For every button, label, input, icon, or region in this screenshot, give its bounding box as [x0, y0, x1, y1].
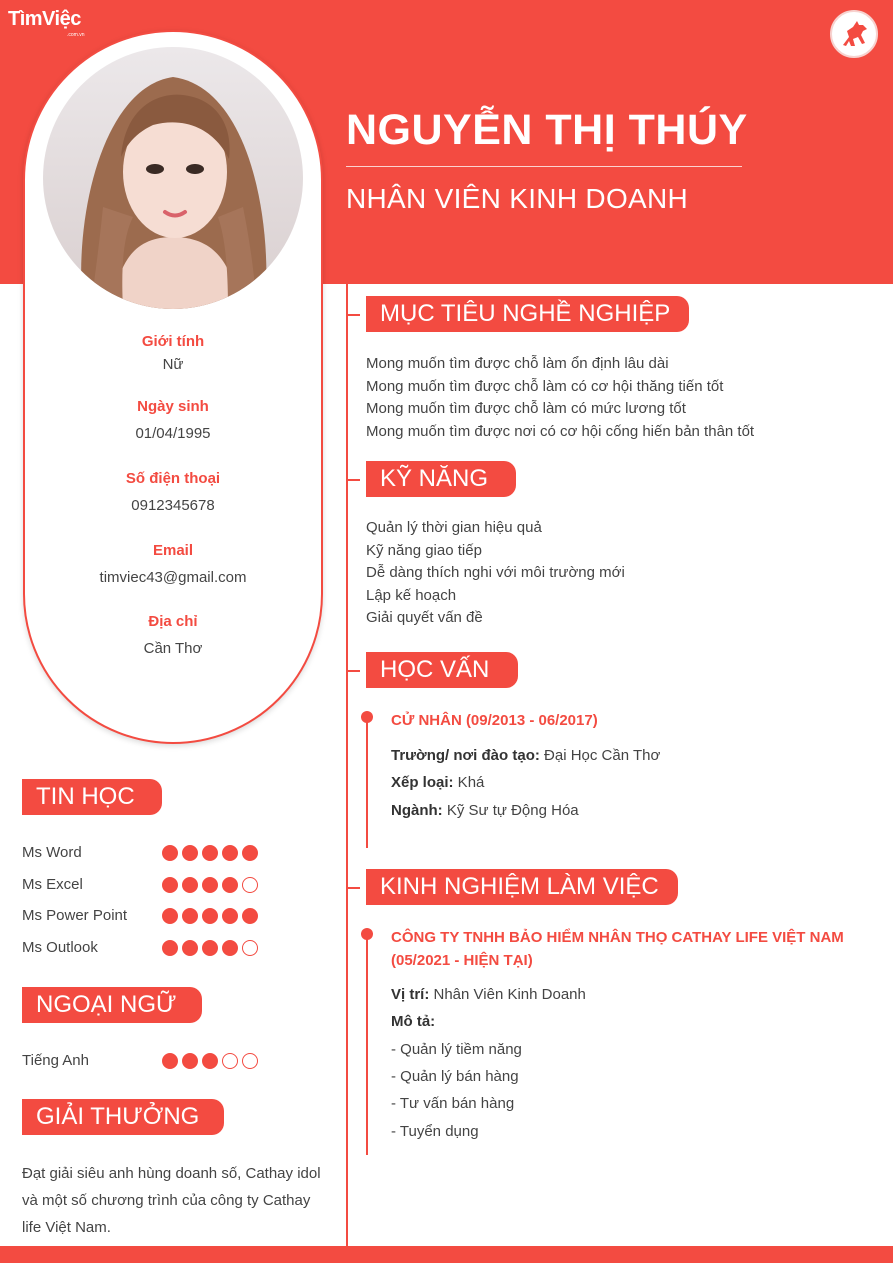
list-item: - Quản lý tiềm năng [391, 1041, 522, 1058]
skill-row-tieng-anh [22, 1052, 272, 1072]
rating-dot-filled [162, 845, 178, 861]
section-hoc-van-heading: HỌC VẤN [366, 652, 518, 688]
kinh-nghiem-position [391, 986, 586, 1003]
field-label: Mô tả: [391, 1013, 436, 1030]
info-value: 01/04/1995 [135, 425, 211, 442]
rating-dot-filled [182, 908, 198, 924]
timeline-line [346, 284, 348, 1246]
info-email [23, 542, 323, 586]
hoc-van-rank [391, 774, 484, 791]
rating-dot-filled [202, 877, 218, 893]
skill-rating [162, 877, 258, 893]
rating-dot-filled [202, 1053, 218, 1069]
list-item: Mong muốn tìm được chỗ làm có mức lương tốt [366, 400, 686, 417]
list-item: Mong muốn tìm được chỗ làm ổn định lâu dài [366, 355, 669, 372]
brand-logo-sub: .com.vn [67, 32, 85, 38]
rating-dot-filled [202, 940, 218, 956]
muc-tieu-list [366, 353, 754, 443]
kinh-nghiem-desc-label [391, 1013, 435, 1030]
brand-logo[interactable]: TìmViệc [8, 8, 81, 30]
info-label: Email [152, 542, 194, 559]
info-value: timviec43@gmail.com [99, 569, 247, 586]
candidate-name: NGUYỄN THỊ THÚY [346, 106, 748, 154]
list-item: Quản lý thời gian hiệu quả [366, 519, 542, 536]
skill-rating [162, 940, 258, 956]
list-item: Mong muốn tìm được chỗ làm có cơ hội thăng tiến tốt [366, 377, 724, 395]
skill-row-ms-word [22, 844, 272, 864]
list-item: - Tuyển dụng [391, 1123, 479, 1140]
field-label: Ngành: [391, 802, 443, 819]
field-value: Kỹ Sư tự Động Hóa [442, 802, 579, 819]
section-tick [348, 479, 360, 481]
kinh-nghiem-period: (05/2021 - HIỆN TẠI) [391, 952, 533, 969]
list-item: - Tư vấn bán hàng [391, 1095, 515, 1112]
section-ngoai-ngu-heading: NGOẠI NGỮ [22, 987, 202, 1023]
field-value: Đại Học Cần Thơ [539, 747, 661, 764]
info-birthdate [23, 398, 323, 442]
skill-rating [162, 908, 258, 924]
ky-nang-list [366, 517, 625, 630]
info-label: Số điện thoại [125, 470, 221, 487]
list-item: Kỹ năng giao tiếp [366, 541, 482, 559]
list-item: - Quản lý bán hàng [391, 1068, 519, 1085]
info-phone [23, 470, 323, 514]
hoc-van-entry-title: CỬ NHÂN (09/2013 - 06/2017) [391, 712, 598, 729]
rating-dot-filled [222, 908, 238, 924]
rating-dot-filled [162, 908, 178, 924]
rating-dot-filled [222, 940, 238, 956]
rating-dot-filled [162, 940, 178, 956]
rating-dot-empty [242, 877, 258, 893]
section-tick [348, 670, 360, 672]
entry-line [366, 935, 368, 1155]
info-value: Nữ [162, 356, 184, 373]
rating-dot-empty [242, 940, 258, 956]
field-label: Vị trí: [391, 986, 430, 1003]
award-text: Đạt giải siêu anh hùng doanh số, Cathay idol và một số chương trình của công ty Cathay life Việt Nam. [22, 1165, 321, 1236]
info-label: Ngày sinh [137, 398, 209, 415]
rating-dot-filled [162, 1053, 178, 1069]
name-divider [346, 166, 742, 167]
rating-dot-filled [242, 845, 258, 861]
field-label: Trường/ nơi đào tạo: [391, 747, 540, 764]
horse-icon [830, 10, 878, 58]
avatar [43, 47, 303, 309]
skill-row-ms-outlook [22, 939, 272, 959]
skill-name: Tiếng Anh [22, 1052, 89, 1069]
info-value: 0912345678 [131, 497, 215, 514]
hoc-van-major [391, 802, 579, 819]
skill-name: Ms Excel [22, 876, 83, 893]
info-label: Địa chỉ [148, 613, 198, 630]
rating-dot-empty [242, 1053, 258, 1069]
field-value: Khá [453, 774, 485, 791]
candidate-title: NHÂN VIÊN KINH DOANH [346, 183, 689, 214]
skill-rating [162, 1053, 258, 1069]
field-label: Xếp loại: [391, 774, 454, 791]
section-muc-tieu-heading: MỤC TIÊU NGHỀ NGHIỆP [366, 296, 689, 332]
rating-dot-filled [202, 908, 218, 924]
rating-dot-filled [202, 845, 218, 861]
rating-dot-filled [222, 845, 238, 861]
info-label: Giới tính [141, 333, 205, 350]
list-item: Lập kế hoạch [366, 586, 457, 604]
section-tin-hoc-heading: TIN HỌC [22, 779, 162, 815]
skill-name: Ms Power Point [22, 907, 128, 924]
field-value: Nhân Viên Kinh Doanh [429, 986, 586, 1003]
rating-dot-empty [222, 1053, 238, 1069]
info-value: Cần Thơ [143, 640, 203, 657]
skill-row-ms-excel [22, 876, 272, 896]
section-giai-thuong-heading: GIẢI THƯỞNG [22, 1099, 224, 1135]
section-kinh-nghiem-heading: KINH NGHIỆM LÀM VIỆC [366, 869, 678, 905]
skill-name: Ms Word [22, 844, 82, 861]
section-tick [348, 887, 360, 889]
skill-row-ms-powerpoint [22, 907, 272, 927]
footer-bar [0, 1246, 893, 1263]
list-item: Giải quyết vấn đề [366, 609, 483, 626]
rating-dot-filled [182, 845, 198, 861]
skill-name: Ms Outlook [22, 939, 98, 956]
kinh-nghiem-company: CÔNG TY TNHH BẢO HIỂM NHÂN THỌ CATHAY LIFE VIỆT NAM [391, 929, 844, 946]
section-ky-nang-heading: KỸ NĂNG [366, 461, 516, 497]
info-address [23, 613, 323, 657]
info-gender [23, 333, 323, 373]
list-item: Dễ dàng thích nghi với môi trường mới [366, 564, 625, 581]
rating-dot-filled [182, 1053, 198, 1069]
rating-dot-filled [242, 908, 258, 924]
rating-dot-filled [222, 877, 238, 893]
section-tick [348, 314, 360, 316]
entry-dot [361, 711, 373, 723]
list-item: Mong muốn tìm được nơi có cơ hội cống hiến bản thân tốt [366, 422, 755, 440]
hoc-van-school [391, 747, 660, 764]
rating-dot-filled [182, 877, 198, 893]
rating-dot-filled [182, 940, 198, 956]
rating-dot-filled [162, 877, 178, 893]
skill-rating [162, 845, 258, 861]
entry-dot [361, 928, 373, 940]
entry-line [366, 718, 368, 848]
